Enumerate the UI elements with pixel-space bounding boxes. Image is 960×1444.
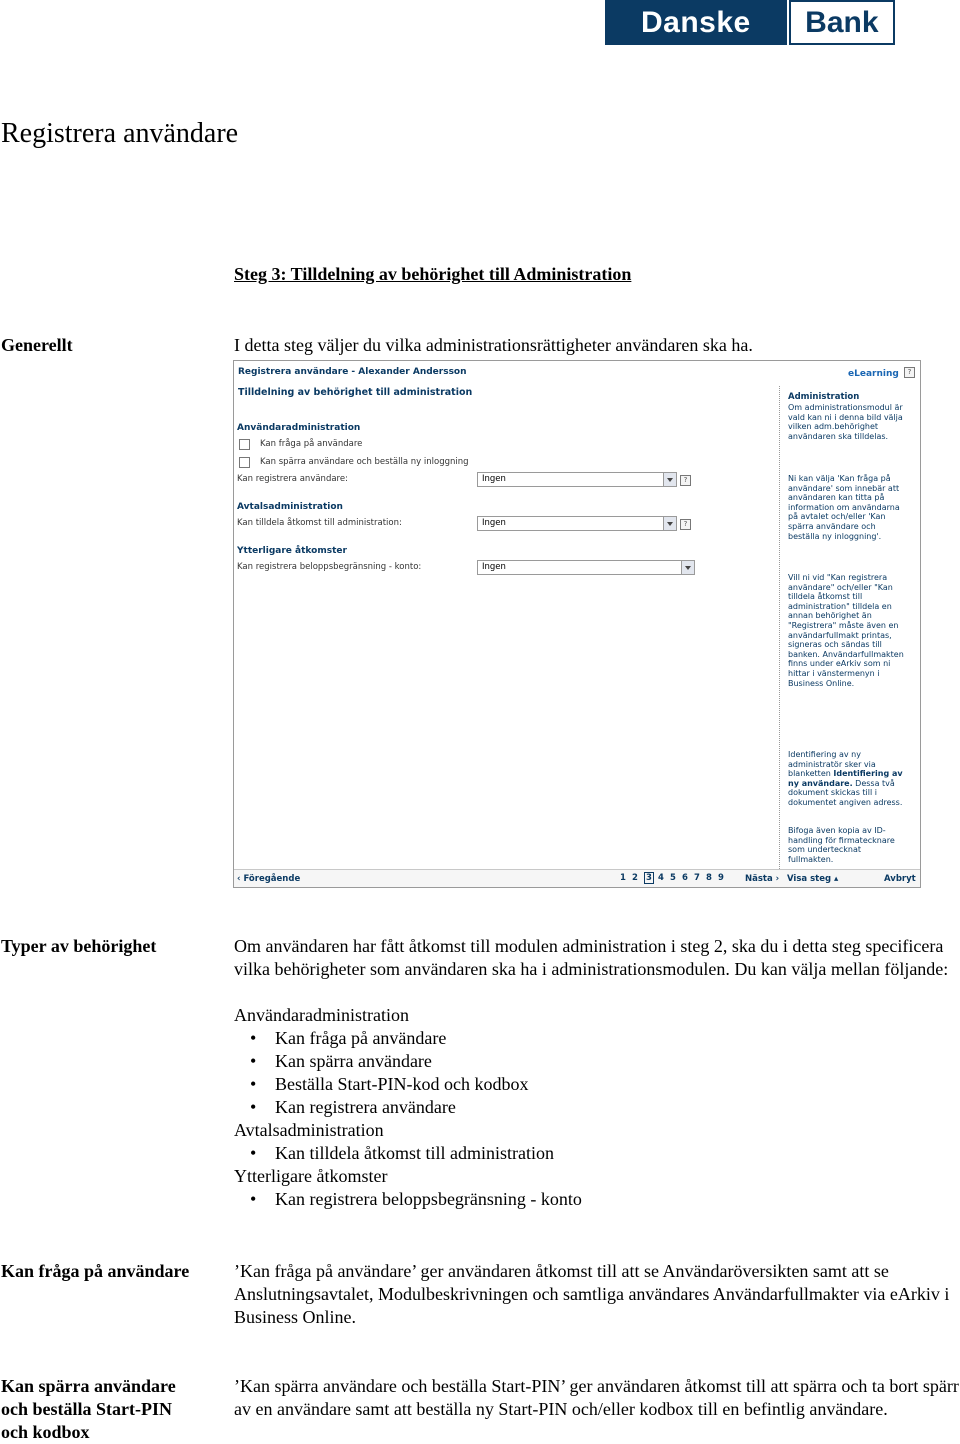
prev-link[interactable]: ‹ Föregående — [237, 874, 301, 884]
typer-list — [234, 1004, 954, 1211]
side-p2: Ni kan välja 'Kan fråga på användare' som innebär att användaren kan titta på information om användarna på avtalet och/eller 'Kan spärra användare och beställa ny inloggning'. — [788, 474, 900, 541]
generellt-label: Generellt — [1, 335, 73, 355]
side-p3: Vill ni vid "Kan registrera användare" och/eller "Kan tilldela åtkomst till administration" tilldela en annan behörighet än "Registrera" måste även en användarfullmakt printas, signeras och sändas till banken. Användarfullmakten finns under eArkiv som ni hittar i vänstermenyn i Business Online. — [788, 573, 904, 688]
permission-list — [234, 1027, 954, 1119]
avtal-label: Kan tilldela åtkomst till administration: — [237, 518, 402, 528]
shot-subtitle: Tilldelning av behörighet till administration — [238, 387, 473, 398]
generellt-text: I detta steg väljer du vilka administrationsrättigheter användaren ska ha. — [234, 335, 753, 355]
side-p4 — [788, 750, 906, 808]
permission-list — [234, 1142, 954, 1165]
list-item: • Kan spärra användare — [234, 1050, 954, 1073]
logo-bank: Bank — [789, 0, 895, 45]
user-admin-heading: Användaradministration — [237, 423, 361, 433]
page-link[interactable]: 9 — [718, 873, 724, 883]
typer-label: Typer av behörighet — [1, 936, 157, 956]
ytt-heading: Ytterligare åtkomster — [237, 546, 347, 556]
danske-bank-logo — [605, 0, 895, 45]
permission-group-title: Avtalsadministration — [234, 1120, 384, 1140]
show-step-link[interactable]: Visa steg ▴ — [787, 874, 839, 884]
avtal-select[interactable] — [477, 516, 677, 531]
chevron-down-icon — [663, 473, 676, 486]
embedded-screenshot — [233, 360, 921, 888]
sparra-label: Kan spärra användare och beställa Start-PIN och kodbox — [1, 1376, 176, 1442]
fraga-text: ’Kan fråga på användare’ ger användaren åtkomst till att se Användaröversikten samt att se Anslutningsavtalet, Modulbeskrivningen och samtliga användares Användarfullmakter via eArkiv i Business Online. — [234, 1261, 950, 1327]
side-p4-b: Identifiering av ny användare. — [788, 769, 903, 788]
page-link[interactable]: 8 — [706, 873, 712, 883]
shot-title: Registrera användare - Alexander Andersson — [238, 367, 467, 377]
page-link[interactable]: 7 — [694, 873, 700, 883]
page-link[interactable]: 1 — [620, 873, 626, 883]
side-p4-c: Dessa två dokument skickas till i dokumentet angiven adress. — [788, 778, 903, 807]
checkbox-kan-fraga[interactable] — [239, 439, 250, 450]
reg-label: Kan registrera användare: — [237, 474, 348, 484]
avtal-select-value: Ingen — [482, 518, 506, 528]
list-item: • Beställa Start-PIN-kod och kodbox — [234, 1073, 954, 1096]
page-link[interactable]: 3 — [646, 873, 652, 883]
chevron-down-icon — [663, 517, 676, 530]
side-p5: Bifoga även kopia av ID-handling för firmatecknare som undertecknat fullmakten. — [788, 826, 895, 864]
divider — [779, 386, 780, 871]
side-p4-a: Identifiering av ny administratör sker via blanketten — [788, 750, 876, 779]
help-icon[interactable]: ? — [680, 519, 691, 530]
logo-danske: Danske — [605, 0, 787, 45]
shot-footer — [234, 869, 920, 887]
next-link[interactable]: Nästa › — [745, 874, 780, 884]
fraga-label: Kan fråga på användare — [1, 1261, 190, 1281]
cancel-link[interactable]: Avbryt — [884, 874, 916, 884]
page-link[interactable]: 4 — [658, 873, 664, 883]
permission-list — [234, 1188, 954, 1211]
page-link[interactable]: 6 — [682, 873, 688, 883]
list-item: • Kan tilldela åtkomst till administration — [234, 1142, 954, 1165]
ytt-select[interactable] — [477, 560, 695, 575]
typer-intro: Om användaren har fått åtkomst till modulen administration i steg 2, ska du i detta steg specificera vilka behörigheter som användaren ska ha i administrationsmodulen. Du kan välja mellan följande: — [234, 936, 949, 979]
ytt-select-value: Ingen — [482, 562, 506, 572]
checkbox-kan-sparra[interactable] — [239, 457, 250, 468]
help-icon[interactable]: ? — [680, 475, 691, 486]
side-heading: Administration — [788, 392, 860, 402]
permission-group-title: Användaradministration — [234, 1005, 409, 1025]
page-title: Registrera användare — [1, 118, 239, 149]
checkbox-kan-sparra-label: Kan spärra användare och beställa ny inloggning — [260, 457, 469, 467]
page-link[interactable]: 5 — [670, 873, 676, 883]
list-item: • Kan registrera beloppsbegränsning - konto — [234, 1188, 954, 1211]
page-link[interactable]: 2 — [632, 873, 638, 883]
sparra-text: ’Kan spärra användare och beställa Start-PIN’ ger användaren åtkomst till att spärra och ta bort spärr av en användare samt att beställa ny Start-PIN och/eller kodbox till en befintlig användare. — [234, 1376, 959, 1419]
list-item: • Kan fråga på användare — [234, 1027, 954, 1050]
step-heading: Steg 3: Tilldelning av behörighet till Administration — [234, 264, 632, 284]
help-icon[interactable]: ? — [904, 367, 915, 378]
reg-select-value: Ingen — [482, 474, 506, 484]
side-p1: Om administrationsmodul är vald kan ni i denna bild välja vilken adm.behörighet användaren ska tilldelas. — [788, 403, 903, 441]
checkbox-kan-fraga-label: Kan fråga på användare — [260, 439, 363, 449]
list-item: • Kan registrera användare — [234, 1096, 954, 1119]
chevron-down-icon — [681, 561, 694, 574]
permission-group-title: Ytterligare åtkomster — [234, 1166, 388, 1186]
avtal-heading: Avtalsadministration — [237, 502, 343, 512]
reg-select[interactable] — [477, 472, 677, 487]
elearning-link[interactable]: eLearning — [848, 369, 899, 379]
ytt-label: Kan registrera beloppsbegränsning - konto: — [237, 562, 422, 572]
